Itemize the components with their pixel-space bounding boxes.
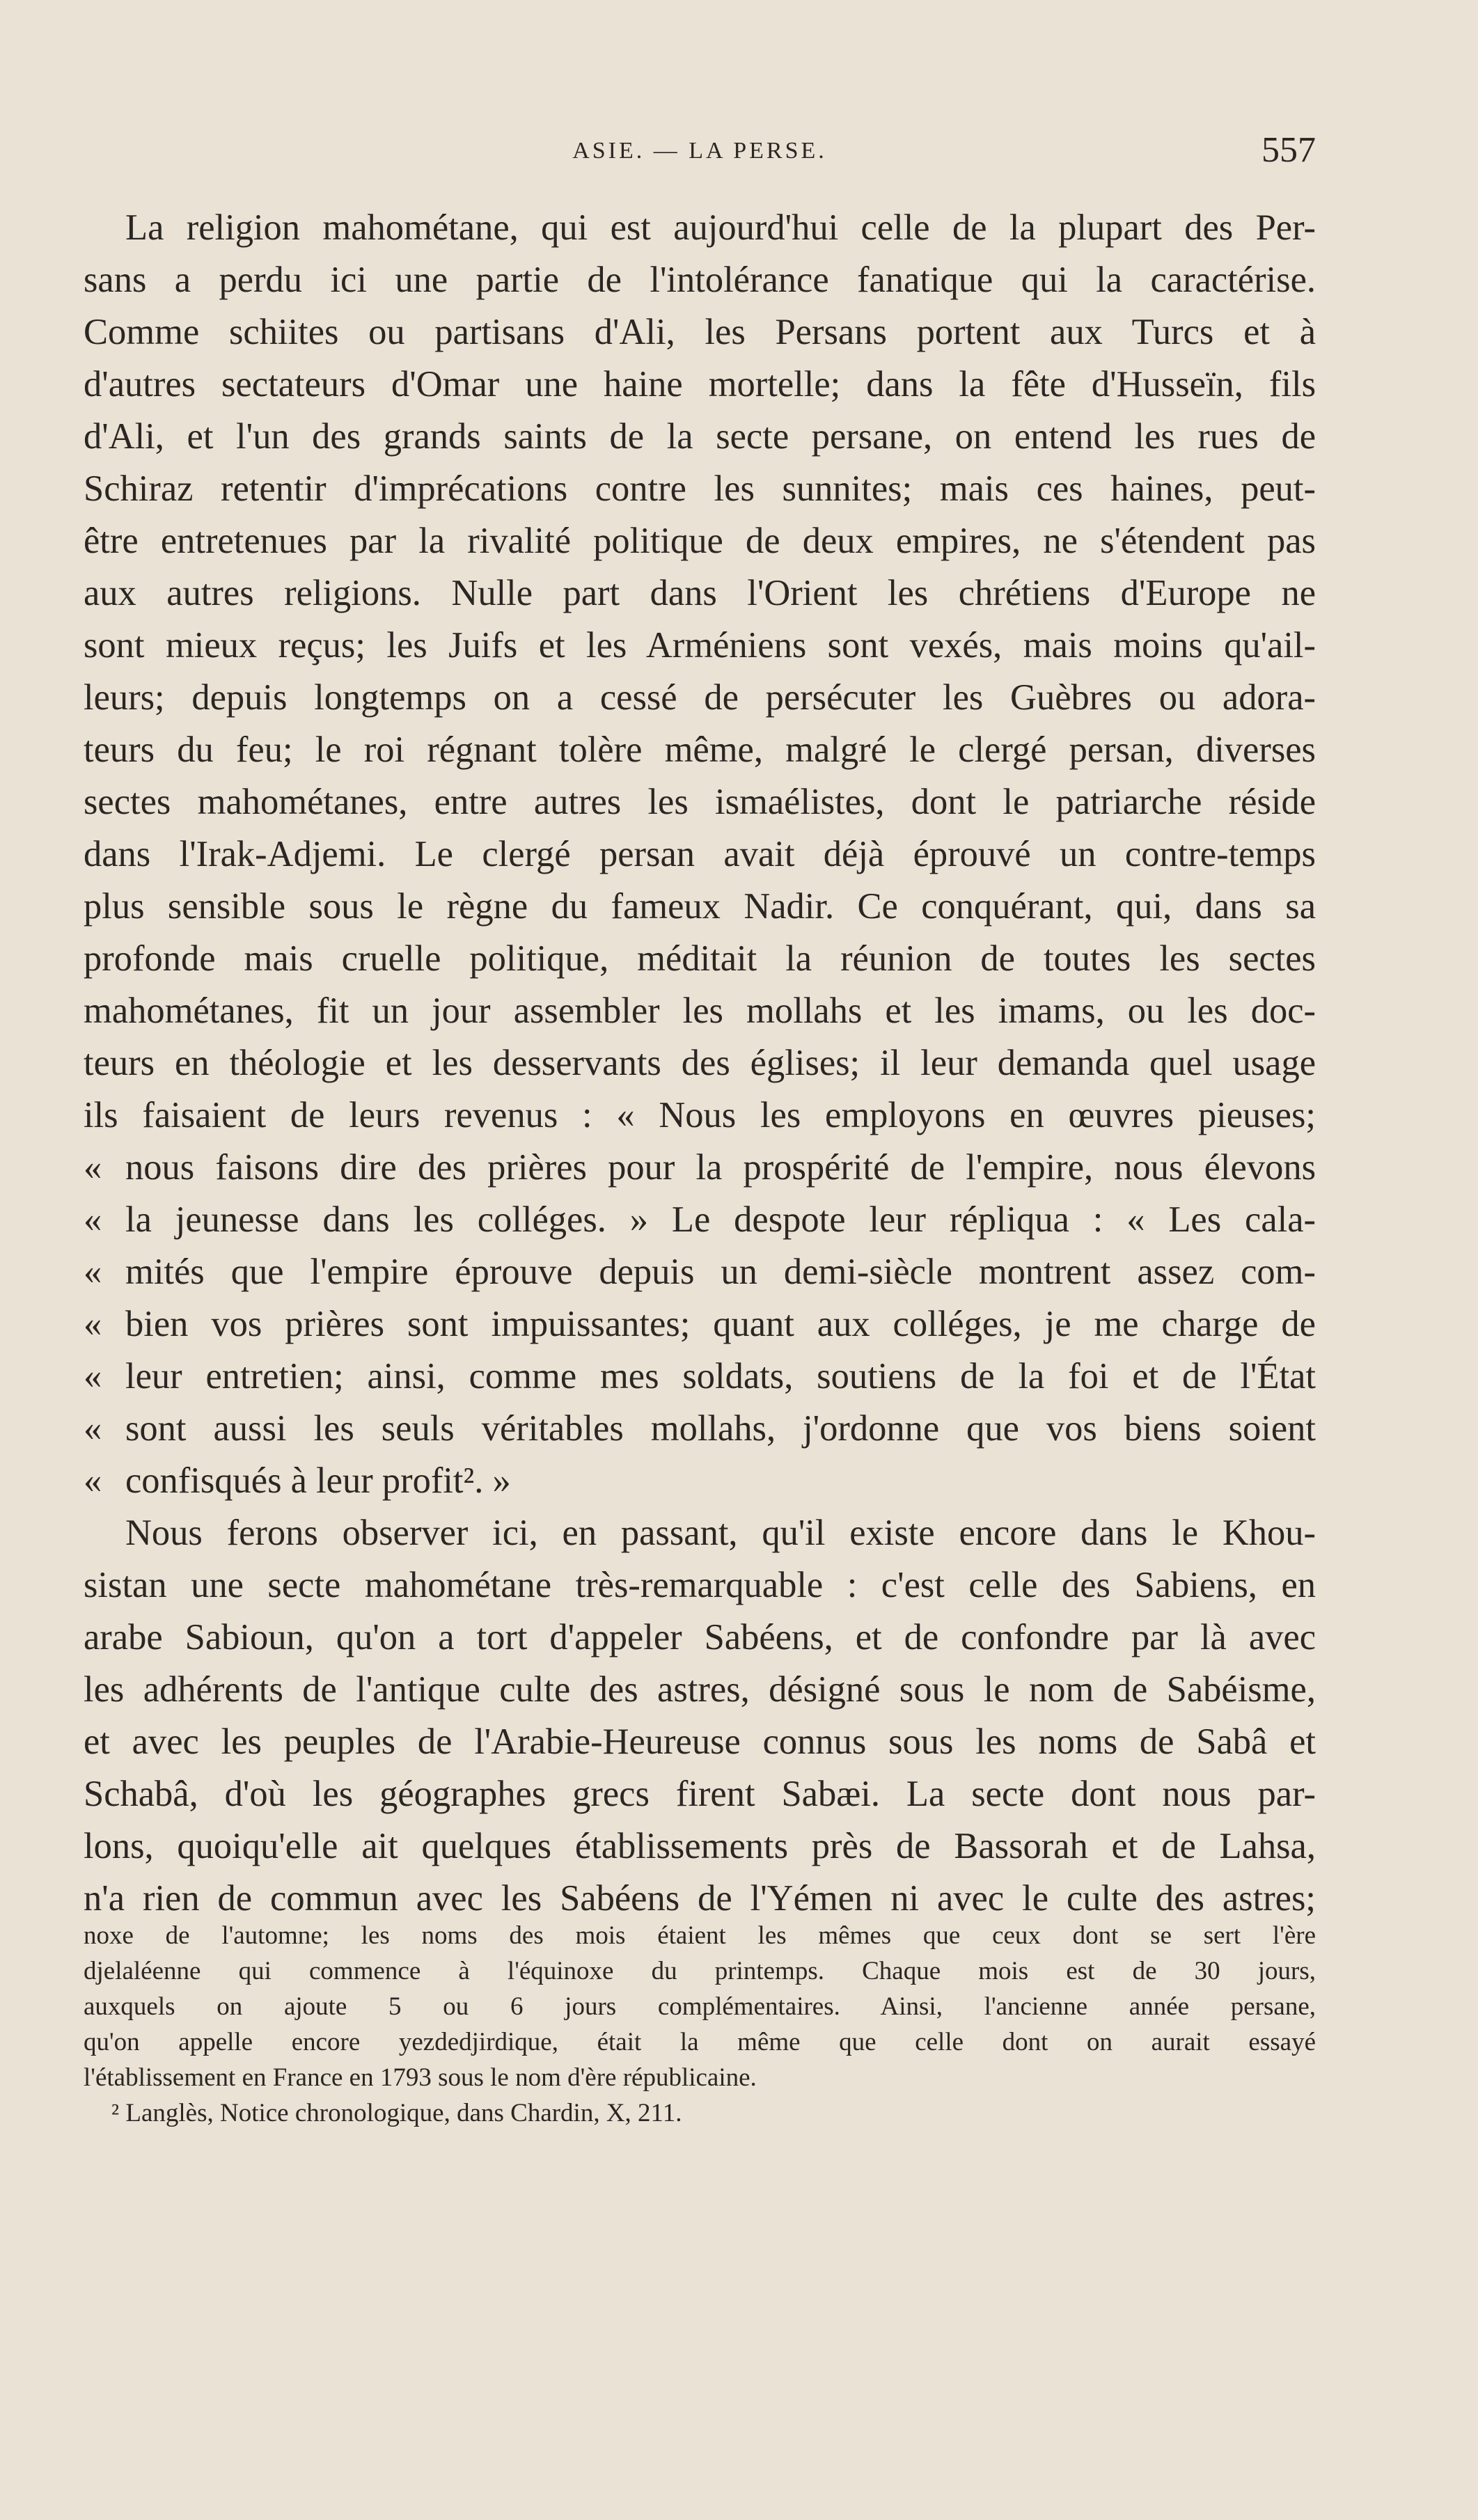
quote-text: bien vos prières sont impuissantes; quant aux colléges, je me charge de [125, 1304, 1316, 1344]
note-line: qu'on appelle encore yezdedjirdique, était la même que celle dont on aurait essayé [84, 2028, 1316, 2056]
quote-line [84, 1246, 1316, 1298]
text-line: La religion mahométane, qui est aujourd'hui celle de la plupart des Per- [125, 207, 1316, 248]
text-line: sont mieux reçus; les Juifs et les Arméniens sont vexés, mais moins qu'ail- [84, 625, 1316, 666]
text-line: lons, quoiqu'elle ait quelques établissements près de Bassorah et de Lahsa, [84, 1826, 1316, 1866]
paragraph-2 [84, 1507, 1316, 1925]
text-line: Schiraz retentir d'imprécations contre les sunnites; mais ces haines, peut- [84, 468, 1316, 509]
quotation-block [84, 1142, 1316, 1507]
text-line: dans l'Irak-Adjemi. Le clergé persan avait déjà éprouvé un contre-temps [84, 834, 1316, 874]
text-line: être entretenues par la rivalité politique de deux empires, ne s'étendent pas [84, 521, 1316, 561]
quote-text: confisqués à leur profit². » [125, 1460, 511, 1501]
text-line: plus sensible sous le règne du fameux Nadir. Ce conquérant, qui, dans sa [84, 886, 1316, 927]
text-line: ils faisaient de leurs revenus : « Nous les employons en œuvres pieuses; [84, 1095, 1316, 1135]
page-header [84, 130, 1316, 180]
paragraph-1 [84, 202, 1316, 1142]
text-line: et avec les peuples de l'Arabie-Heureuse connus sous les noms de Sabâ et [84, 1722, 1316, 1762]
note-line: l'établissement en France en 1793 sous le nom d'ère républicaine. [84, 2063, 757, 2092]
text-line: Schabâ, d'où les géographes grecs firent Sabæi. La secte dont nous par- [84, 1774, 1316, 1814]
quote-line [84, 1298, 1316, 1350]
quote-mark: « [84, 1408, 102, 1449]
page-number: 557 [1261, 130, 1316, 170]
quote-mark: « [84, 1356, 102, 1396]
quote-line [84, 1403, 1316, 1455]
footnote-2: ² Langlès, Notice chronologique, dans Chardin, X, 211. [111, 2099, 682, 2127]
note-line: auxquels on ajoute 5 ou 6 jours complémentaires. Ainsi, l'ancienne année persane, [84, 1992, 1316, 2021]
quote-mark: « [84, 1252, 102, 1292]
quote-mark: « [84, 1199, 102, 1240]
text-line: n'a rien de commun avec les Sabéens de l'Yémen ni avec le culte des astres; [84, 1878, 1316, 1919]
quote-line [84, 1194, 1316, 1246]
text-line: d'Ali, et l'un des grands saints de la secte persane, on entend les rues de [84, 416, 1316, 457]
quote-mark: « [84, 1460, 102, 1501]
running-title: ASIE. — LA PERSE. [572, 138, 827, 164]
text-line: mahométanes, fit un jour assembler les mollahs et les imams, ou les doc- [84, 991, 1316, 1031]
quote-text: mités que l'empire éprouve depuis un demi-siècle montrent assez com- [125, 1252, 1316, 1292]
note-line: djelaléenne qui commence à l'équinoxe du printemps. Chaque mois est de 30 jours, [84, 1957, 1316, 1985]
text-line: sistan une secte mahométane très-remarquable : c'est celle des Sabiens, en [84, 1565, 1316, 1605]
quote-text: nous faisons dire des prières pour la prospérité de l'empire, nous élevons [125, 1147, 1316, 1188]
text-line: aux autres religions. Nulle part dans l'Orient les chrétiens d'Europe ne [84, 573, 1316, 613]
note-line: noxe de l'automne; les noms des mois étaient les mêmes que ceux dont se sert l'ère [84, 1921, 1316, 1950]
text-line: teurs du feu; le roi régnant tolère même, malgré le clergé persan, diverses [84, 730, 1316, 770]
text-line: profonde mais cruelle politique, méditait la réunion de toutes les sectes [84, 938, 1316, 979]
text-line: sectes mahométanes, entre autres les ismaélistes, dont le patriarche réside [84, 782, 1316, 822]
text-line: Comme schiites ou partisans d'Ali, les Persans portent aux Turcs et à [84, 312, 1316, 352]
quote-line [84, 1455, 1316, 1507]
text-line: les adhérents de l'antique culte des astres, désigné sous le nom de Sabéisme, [84, 1669, 1316, 1710]
text-line: sans a perdu ici une partie de l'intolérance fanatique qui la caractérise. [84, 260, 1316, 300]
quote-mark: « [84, 1304, 102, 1344]
text-line: Nous ferons observer ici, en passant, qu'il existe encore dans le Khou- [125, 1513, 1316, 1553]
quote-line [84, 1142, 1316, 1194]
text-line: d'autres sectateurs d'Omar une haine mortelle; dans la fête d'Husseïn, fils [84, 364, 1316, 404]
text-line: teurs en théologie et les desservants des églises; il leur demanda quel usage [84, 1043, 1316, 1083]
text-line: leurs; depuis longtemps on a cessé de persécuter les Guèbres ou adora- [84, 677, 1316, 718]
text-line: arabe Sabioun, qu'on a tort d'appeler Sabéens, et de confondre par là avec [84, 1617, 1316, 1657]
quote-text: sont aussi les seuls véritables mollahs, j'ordonne que vos biens soient [125, 1408, 1316, 1449]
quote-text: leur entretien; ainsi, comme mes soldats, soutiens de la foi et de l'État [125, 1356, 1316, 1396]
main-text [84, 202, 1316, 1925]
quote-text: la jeunesse dans les colléges. » Le despote leur répliqua : « Les cala- [125, 1199, 1316, 1240]
quote-mark: « [84, 1147, 102, 1188]
quote-line [84, 1350, 1316, 1403]
footnotes [84, 1918, 1316, 2131]
